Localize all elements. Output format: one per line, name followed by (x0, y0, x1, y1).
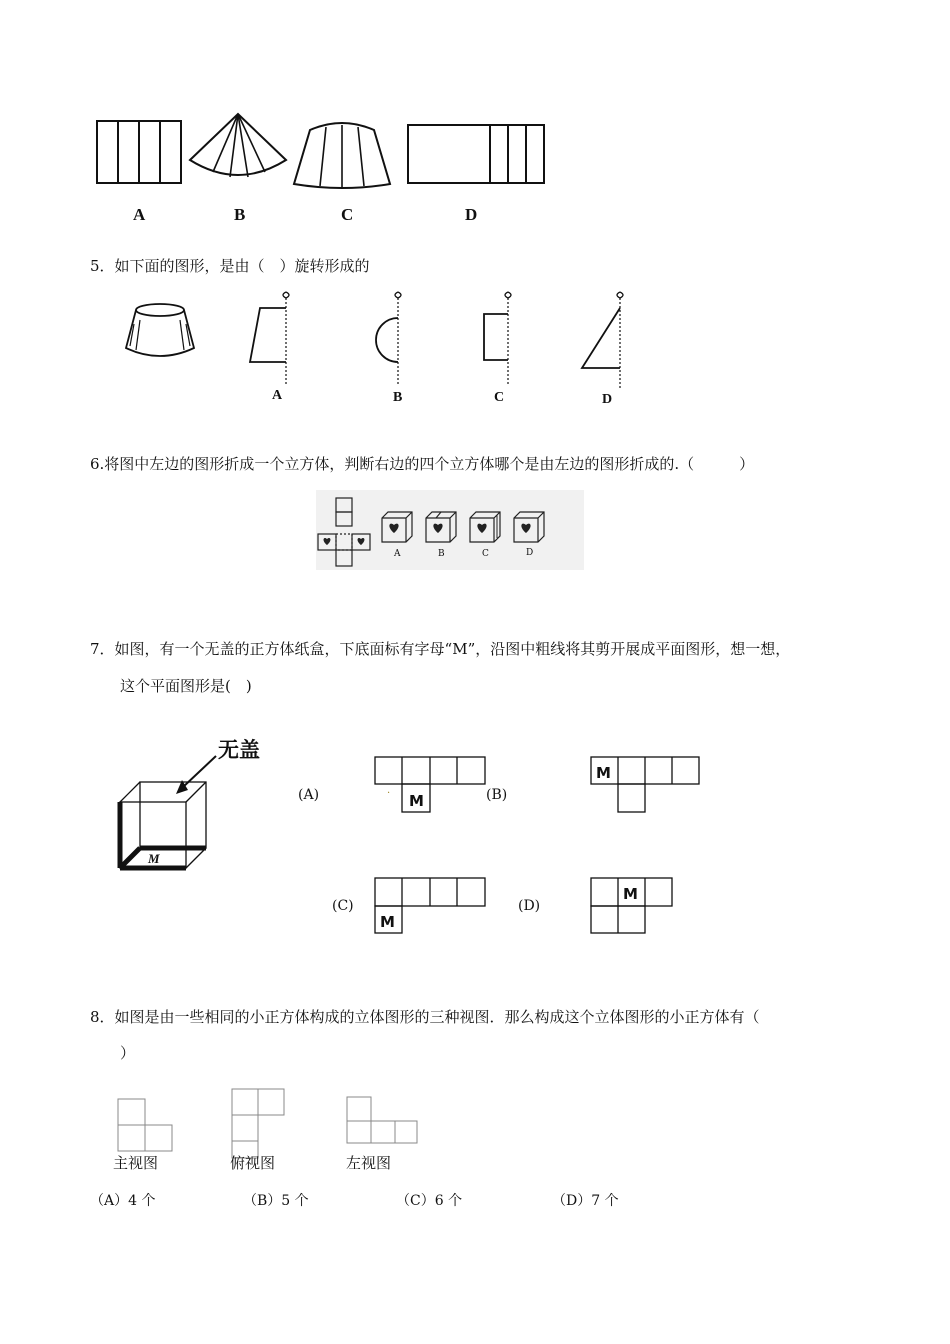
q4-figure-b (188, 112, 288, 184)
q8-question-line1: 8．如图是由一些相同的小正方体构成的立体图形的三种视图．那么构成这个立体图形的小正方体有（ (90, 1008, 760, 1026)
q7-net-d-letter: M (623, 885, 638, 903)
q7-open-box-figure (114, 750, 224, 872)
q4-figure-c (292, 122, 392, 188)
q5-option-b-figure (362, 288, 422, 388)
q8-answer-d: （D）7 个 (552, 1193, 619, 1209)
q8-left-view-label: 左视图 (346, 1154, 392, 1172)
q7-box-label: 无盖 (218, 738, 260, 762)
q5-question-text: 5．如下面的图形，是由（ ）旋转形成的 (90, 257, 370, 275)
q5-frustum-figure (124, 302, 196, 362)
q7-option-b-label: (B) (486, 787, 508, 803)
q4-option-d-label: D (465, 205, 478, 224)
q7-net-c-letter: M (380, 913, 395, 931)
q6-question-text: 6.将图中左边的图形折成一个立方体，判断右边的四个立方体哪个是由左边的图形折成的.（ ） (90, 455, 755, 473)
q5-option-b-label: B (393, 390, 403, 405)
q6-option-a-label: A (394, 549, 401, 559)
q6-option-c-label: C (482, 549, 489, 559)
q6-cube-option-a (380, 510, 416, 546)
q5-option-c-label: C (494, 390, 505, 405)
q5-option-d-figure (578, 288, 638, 388)
q8-answer-a: （A）4 个 (90, 1193, 156, 1209)
q7-option-d-label: (D) (518, 898, 541, 914)
q7-net-a (374, 756, 488, 816)
q5-option-d-label: D (602, 392, 613, 407)
q4-option-a-label: A (133, 205, 146, 224)
q4-option-b-label: B (234, 205, 246, 224)
q7-net-b (590, 756, 702, 816)
q7-net-d (590, 877, 676, 937)
q4-figure-a (96, 120, 186, 186)
q6-net-figure (316, 496, 386, 572)
q7-box-letter: M (148, 851, 160, 866)
q8-answer-c: （C）6 个 (396, 1193, 463, 1209)
q4-option-c-label: C (341, 205, 354, 224)
q7-question-line1: 7．如图，有一个无盖的正方体纸盒，下底面标有字母“M”，沿图中粗线将其剪开展成平面图形，想一想， (90, 640, 791, 658)
q7-option-a-label: (A) (298, 787, 320, 803)
q8-question-line2: ） (120, 1044, 136, 1062)
q6-option-d-label: D (526, 548, 534, 558)
q7-net-b-letter: M (596, 764, 611, 782)
q5-option-a-label: A (272, 388, 283, 403)
q8-front-view-label: 主视图 (113, 1154, 159, 1172)
q7-question-line2: 这个平面图形是( ) (120, 677, 252, 695)
q7-net-a-letter: M (409, 792, 424, 810)
q4-figure-d (406, 124, 548, 186)
q5-option-a-figure (246, 288, 306, 388)
q8-top-view-figure (231, 1088, 287, 1160)
decorative-dot: · (387, 788, 391, 799)
q8-answer-b: （B）5 个 (243, 1193, 309, 1209)
q5-option-c-figure (478, 288, 538, 388)
q6-cube-option-d (512, 510, 548, 546)
q6-cube-option-c (468, 510, 504, 546)
q6-cube-option-b (424, 510, 460, 546)
q8-left-view-figure (346, 1096, 420, 1146)
q7-option-c-label: (C) (332, 898, 354, 914)
q8-front-view-figure (117, 1098, 175, 1154)
q7-net-c (374, 877, 488, 937)
q6-option-b-label: B (438, 549, 445, 559)
q8-top-view-label: 俯视图 (230, 1154, 276, 1172)
